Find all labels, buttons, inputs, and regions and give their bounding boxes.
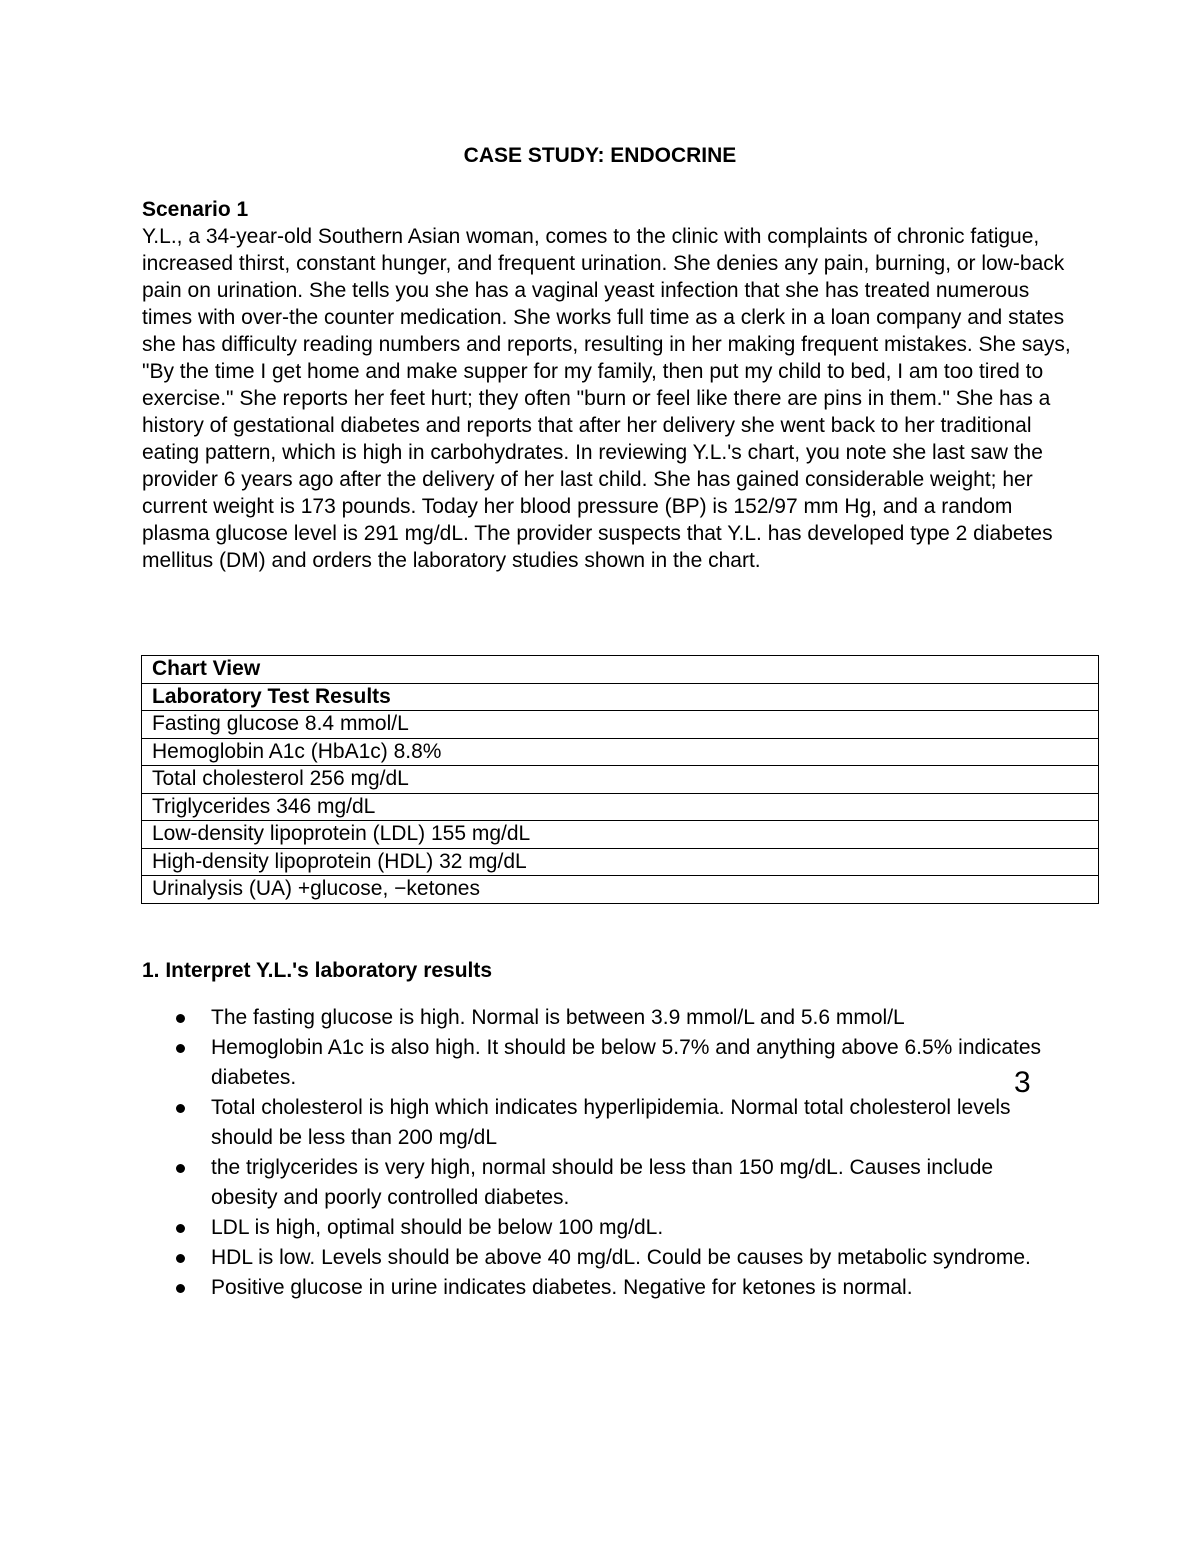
table-row — [142, 738, 1099, 766]
list-item-text: HDL is low. Levels should be above 40 mg/dL. Could be causes by metabolic syndrome. — [211, 1246, 1031, 1269]
list-item — [142, 1093, 1062, 1153]
table-cell-hba1c: Hemoglobin A1c (HbA1c) 8.8% — [142, 738, 1099, 766]
list-item-text: Total cholesterol is high which indicates hyperlipidemia. Normal total cholesterol levels should be less than 200 mg/dL — [211, 1096, 1011, 1149]
bullet-icon — [176, 1044, 185, 1053]
table-cell-ldl: Low-density lipoprotein (LDL) 155 mg/dL — [142, 821, 1099, 849]
bullet-icon — [176, 1014, 185, 1023]
document-title: CASE STUDY: ENDOCRINE — [463, 144, 737, 167]
table-row-header — [142, 656, 1099, 684]
bullet-icon — [176, 1254, 185, 1263]
bullet-icon — [176, 1104, 185, 1113]
page-number: 3 — [1014, 1066, 1031, 1099]
scenario-text: Y.L., a 34-year-old Southern Asian woman, comes to the clinic with complaints of chronic fatigue, increased thirst, constant hunger, and frequent urination. She denies any pain, burning, or low-back pain on urination. She tells you she has a vaginal yeast infection that she has treated numerous times with over-the counter medication. She works full time as a clerk in a loan company and states she has difficulty reading numbers and reports, resulting in her making frequent mistakes. She says, "By the time I get home and make supper for my family, then put my child to bed, I am too tired to exercise." She reports her feet hurt; they often "burn or feel like there are pins in them." She has a history of gestational diabetes and reports that after her delivery she went back to her traditional eating pattern, which is high in carbohydrates. In reviewing Y.L.'s chart, you note she last saw the provider 6 years ago after the delivery of her last child. She has gained considerable weight; her current weight is 173 pounds. Today her blood pressure (BP) is 152/97 mm Hg, and a random plasma glucose level is 291 mg/dL. The provider suspects that Y.L. has developed type 2 diabetes mellitus (DM) and orders the laboratory studies shown in the chart. — [142, 225, 1071, 572]
list-item-text: Positive glucose in urine indicates diabetes. Negative for ketones is normal. — [211, 1276, 913, 1299]
list-item — [142, 1273, 1062, 1303]
bullet-icon — [176, 1224, 185, 1233]
list-item — [142, 1243, 1062, 1273]
table-cell-total-cholesterol: Total cholesterol 256 mg/dL — [142, 766, 1099, 794]
table-row — [142, 793, 1099, 821]
table-cell-urinalysis: Urinalysis (UA) +glucose, −ketones — [142, 876, 1099, 904]
answer-list — [142, 1003, 1062, 1303]
lab-results-table — [141, 655, 1099, 904]
question-heading: 1. Interpret Y.L.'s laboratory results — [142, 959, 493, 982]
table-row-subheader — [142, 683, 1099, 711]
table-subheader: Laboratory Test Results — [142, 683, 1099, 711]
scenario-heading: Scenario 1 — [142, 198, 249, 221]
list-item-text: the triglycerides is very high, normal should be less than 150 mg/dL. Causes include obesity and poorly controlled diabetes. — [211, 1156, 994, 1209]
table-row — [142, 821, 1099, 849]
table-header: Chart View — [142, 656, 1099, 684]
list-item — [142, 1153, 1062, 1213]
table-row — [142, 876, 1099, 904]
list-item — [142, 1213, 1062, 1243]
table-cell-triglycerides: Triglycerides 346 mg/dL — [142, 793, 1099, 821]
list-item-text: LDL is high, optimal should be below 100 mg/dL. — [211, 1216, 664, 1239]
list-item-text: The fasting glucose is high. Normal is between 3.9 mmol/L and 5.6 mmol/L — [211, 1006, 905, 1029]
bullet-icon — [176, 1284, 185, 1293]
table-row — [142, 711, 1099, 739]
table-cell-fasting-glucose: Fasting glucose 8.4 mmol/L — [142, 711, 1099, 739]
list-item-text: Hemoglobin A1c is also high. It should be below 5.7% and anything above 6.5% indicates diabetes. — [211, 1036, 1042, 1089]
table-row — [142, 766, 1099, 794]
bullet-icon — [176, 1164, 185, 1173]
list-item — [142, 1003, 1062, 1033]
list-item — [142, 1033, 1062, 1093]
table-cell-hdl: High-density lipoprotein (HDL) 32 mg/dL — [142, 848, 1099, 876]
table-row — [142, 848, 1099, 876]
